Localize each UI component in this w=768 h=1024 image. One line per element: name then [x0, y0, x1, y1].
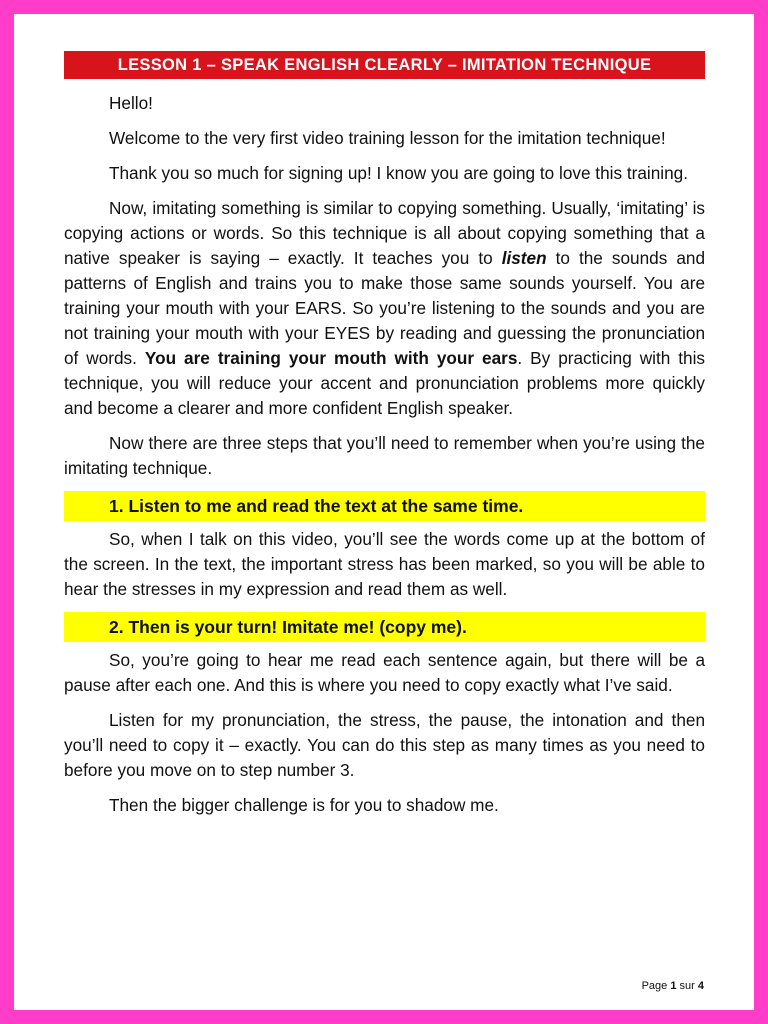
paragraph-step-2b: Listen for my pronunciation, the stress, the pause, the intonation and then you’ll need to copy it – exactly. You can do this step as many times as you need to before you move on to step number 3. — [64, 710, 705, 780]
paragraph-thanks: Thank you so much for signing up! I know you are going to love this training. — [109, 163, 688, 183]
document-body — [64, 51, 705, 828]
paragraph-shadow: Then the bigger challenge is for you to shadow me. — [109, 795, 499, 815]
paragraph-imitating — [64, 196, 705, 421]
paragraph-welcome: Welcome to the very first video training lesson for the imitation technique! — [109, 128, 666, 148]
emphasis-listen: listen — [501, 248, 547, 268]
page-footer — [642, 980, 704, 992]
text-run: . By practicing with this technique, you will reduce your accent and pronunciation problems more quickly and become a clearer and more confident English speaker. — [64, 348, 705, 418]
step-1-heading: 1. Listen to me and read the text at the same time. — [64, 491, 705, 521]
page-sur: sur — [679, 980, 695, 992]
paragraph-step-2a: So, you’re going to hear me read each sentence again, but there will be a pause after each one. And this is where you need to copy exactly what I’ve said. — [64, 650, 705, 695]
page-label: Page — [641, 980, 668, 992]
paragraph-steps-intro: Now there are three steps that you’ll need to remember when you’re using the imitating technique. — [64, 433, 705, 478]
text-run: to the sounds and patterns of English and trains you to make those same sounds yourself. You are training your mouth with your EARS. So you’re listening to the sounds and you are not training your mouth with your EYES by reading and guessing the pronunciation of words. — [64, 248, 705, 368]
lesson-title: LESSON 1 – SPEAK ENGLISH CLEARLY – IMITATION TECHNIQUE — [64, 51, 705, 79]
document-page — [14, 14, 754, 1010]
paragraph-step-1: So, when I talk on this video, you’ll see the words come up at the bottom of the screen. In the text, the important stress has been marked, so you will be able to hear the stresses in my expression and read them as well. — [64, 529, 705, 599]
page-total: 4 — [697, 980, 704, 992]
step-2-heading: 2. Then is your turn! Imitate me! (copy me). — [64, 612, 705, 642]
emphasis-bold: You are training your mouth with your ears — [144, 348, 518, 368]
text-run: Now, imitating something is similar to copying something. Usually, ‘imitating’ is copying actions or words. So this technique is all about copying something that a native speaker is saying – exactly. It teaches you to — [64, 198, 705, 268]
page-number: 1 — [670, 980, 677, 992]
paragraph-greeting: Hello! — [109, 93, 153, 113]
